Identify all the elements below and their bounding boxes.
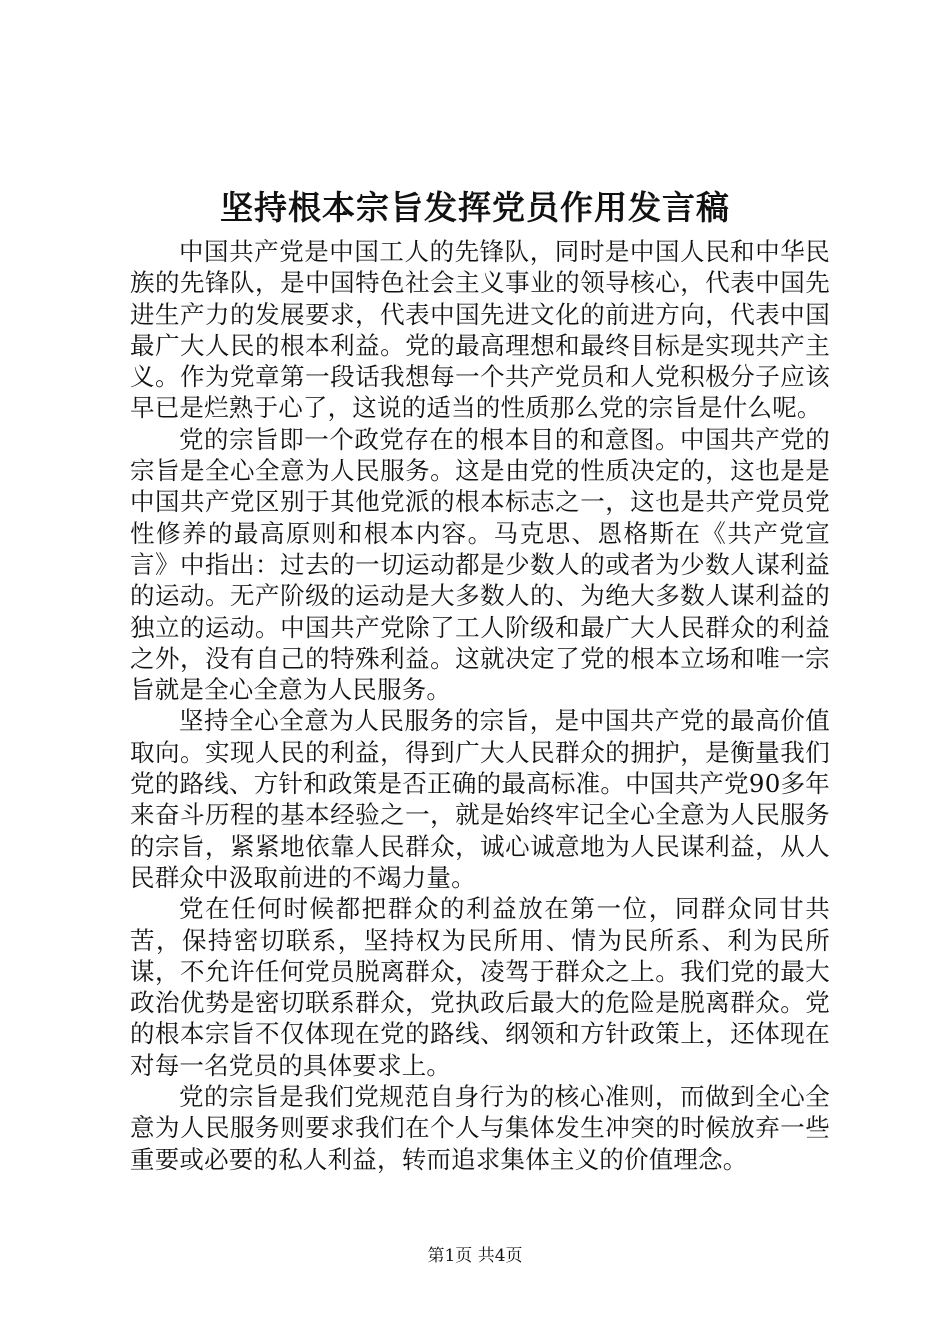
paragraph-4: 党在任何时候都把群众的利益放在第一位，同群众同甘共苦，保持密切联系，坚持权为民所用、情为民所系、利为民所谋，不允许任何党员脱离群众，凌驾于群众之上。我们党的最大政治优势是密切联系群众，党执政后最大的危险是脱离群众。党的根本宗旨不仅体现在党的路线、纲领和方针政策上，还体现在对每一名党员的具体要求上。 xyxy=(130,894,830,1080)
page-number-footer: 第1页 共4页 xyxy=(427,1246,523,1266)
page-title: 坚持根本宗旨发挥党员作用发言稿 xyxy=(220,188,730,227)
paragraph-2: 党的宗旨即一个政党存在的根本目的和意图。中国共产党的宗旨是全心全意为人民服务。这是由党的性质决定的，这也是是中国共产党区别于其他党派的根本标志之一，这也是共产党员党性修养的最高原则和根本内容。马克思、恩格斯在《共产党宣言》中指出：过去的一切运动都是少数人的或者为少数人谋利益的运动。无产阶级的运动是大多数人的、为绝大多数人谋利益的独立的运动。中国共产党除了工人阶级和最广大人民群众的利益之外，没有自己的特殊利益。这就决定了党的根本立场和唯一宗旨就是全心全意为人民服务。 xyxy=(130,424,830,705)
paragraph-5: 党的宗旨是我们党规范自身行为的核心准则，而做到全心全意为人民服务则要求我们在个人与集体发生冲突的时候放弃一些重要或必要的私人利益，转而追求集体主义的价值理念。 xyxy=(130,1082,830,1174)
paragraph-3: 坚持全心全意为人民服务的宗旨，是中国共产党的最高价值取向。实现人民的利益，得到广大人民群众的拥护，是衡量我们党的路线、方针和政策是否正确的最高标准。中国共产党90多年来奋斗历程的基本经验之一，就是始终牢记全心全意为人民服务的宗旨，紧紧地依靠人民群众，诚心诚意地为人民谋利益，从人民群众中汲取前进的不竭力量。 xyxy=(130,706,830,892)
paragraph-1: 中国共产党是中国工人的先锋队，同时是中国人民和中华民族的先锋队，是中国特色社会主义事业的领导核心，代表中国先进生产力的发展要求，代表中国先进文化的前进方向，代表中国最广大人民的根本利益。党的最高理想和最终目标是实现共产主义。作为党章第一段话我想每一个共产党员和人党积极分子应该早已是烂熟于心了，这说的适当的性质那么党的宗旨是什么呢。 xyxy=(130,237,830,423)
document-body xyxy=(130,236,830,1175)
